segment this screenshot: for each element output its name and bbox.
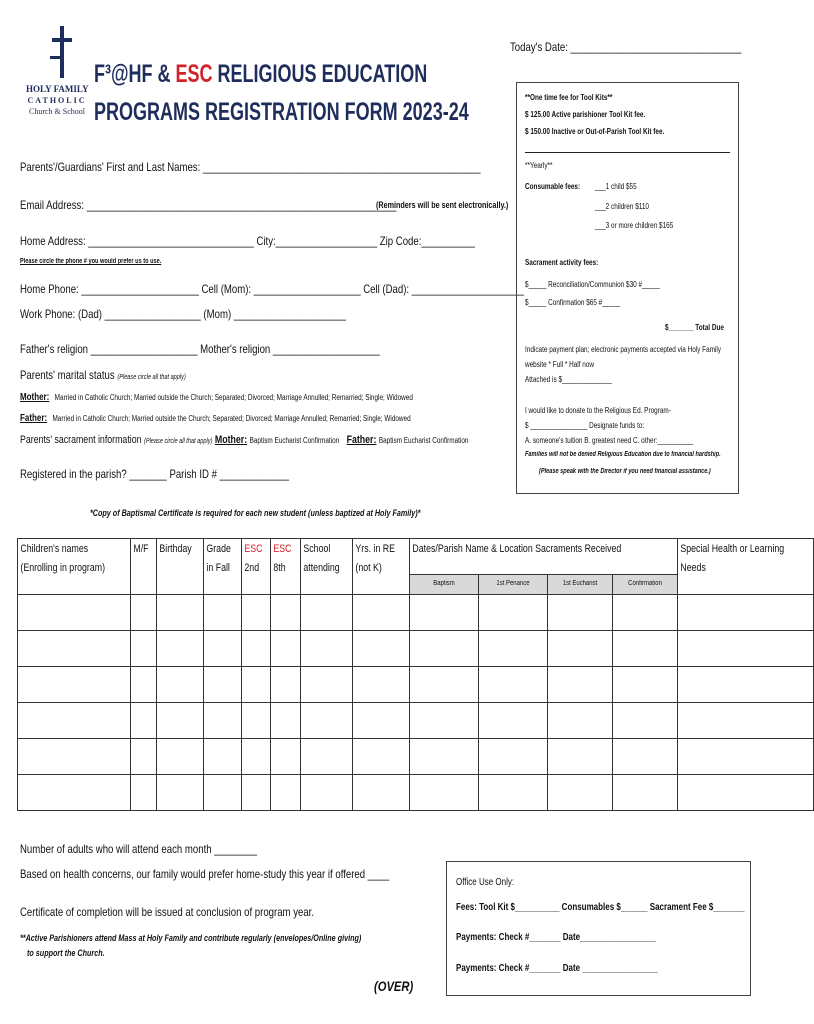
work-phone-field[interactable]: Work Phone: (Dad) __________________ (Mom) _____________________ [20, 307, 346, 321]
cell[interactable] [547, 667, 612, 703]
office-payments-line-2[interactable]: Payments: Check #_______ Date _________________ [456, 963, 658, 974]
cell[interactable] [130, 595, 156, 631]
cell[interactable] [204, 703, 242, 739]
parents-names-field[interactable]: Parents'/Guardians' First and Last Names: ____________________________________________________ [20, 160, 481, 174]
cell[interactable] [271, 775, 301, 811]
consumable-option-2[interactable]: ___2 children $110 [595, 202, 649, 211]
reconciliation-fee[interactable]: $_____ Reconciliation/Communion $30 #_____ [525, 280, 660, 289]
table-row[interactable] [18, 739, 814, 775]
office-fees-line[interactable]: Fees: Tool Kit $__________ Consumables $______ Sacrament Fee $_______ [456, 902, 745, 913]
consumable-option-3[interactable]: ___3 or more children $165 [595, 221, 674, 230]
sub-baptism-text: Baptism [432, 580, 455, 587]
header-school-2: attending [303, 562, 340, 574]
cell[interactable] [130, 775, 156, 811]
sub-confirmation-text: Confirmation [627, 580, 662, 587]
cell[interactable] [241, 703, 271, 739]
mother-marital-row[interactable] [20, 392, 413, 403]
adults-attend-field[interactable]: Number of adults who will attend each month ________ [20, 842, 257, 856]
office-title: Office Use Only: [456, 877, 515, 888]
inactive-fee: $ 150.00 Inactive or Out-of-Parish Tool Kit fee. [525, 127, 665, 136]
home-study-field[interactable]: Based on health concerns, our family would prefer home-study this year if offered ____ [20, 867, 390, 881]
payment-plan-line-3[interactable]: Attached is $______________ [525, 375, 612, 384]
mother-label: Mother: [20, 392, 50, 403]
cell[interactable] [300, 595, 352, 631]
mother-options[interactable]: Married in Catholic Church; Married outside the Church; Separated; Divorced; Marriage Annulled; Remarried; Single; Widowed [54, 393, 413, 402]
cell[interactable] [300, 631, 352, 667]
header-mf-text: M/F [133, 543, 149, 555]
certificate-note: Certificate of completion will be issued at conclusion of program year. [20, 905, 315, 919]
sub-confirmation [612, 575, 677, 595]
cell[interactable] [353, 739, 410, 775]
cell[interactable] [677, 595, 814, 631]
sub-eucharist [547, 575, 612, 595]
active-parishioners-note-1: **Active Parishioners attend Mass at Holy Family and contribute regularly (envelopes/Online giving) [20, 933, 362, 943]
header-mf [130, 539, 156, 595]
office-use-box [446, 861, 751, 996]
cell[interactable] [353, 667, 410, 703]
cell[interactable] [612, 703, 677, 739]
cell[interactable] [241, 739, 271, 775]
office-payments-line-1[interactable]: Payments: Check #_______ Date_________________ [456, 932, 656, 943]
cell[interactable] [271, 703, 301, 739]
cell[interactable] [300, 667, 352, 703]
children-table [17, 538, 814, 811]
cell[interactable] [271, 595, 301, 631]
payment-plan-line-2[interactable]: website * Full * Half now [525, 360, 595, 369]
father-options[interactable]: Married in Catholic Church; Married outside the Church; Separated; Divorced; Marriage Annulled; Remarried; Single; Widowed [52, 414, 411, 423]
cell[interactable] [241, 775, 271, 811]
cell[interactable] [204, 667, 242, 703]
cell[interactable] [612, 595, 677, 631]
cell[interactable] [353, 595, 410, 631]
cell[interactable] [478, 775, 547, 811]
cell[interactable] [547, 595, 612, 631]
table-header-row [18, 539, 814, 575]
cell[interactable] [409, 739, 478, 775]
title-rest: RELIGIOUS EDUCATION [212, 60, 428, 88]
cell[interactable] [612, 631, 677, 667]
father-marital-row[interactable] [20, 413, 411, 424]
cell[interactable] [612, 739, 677, 775]
donate-line-3[interactable]: A. someone's tuition B. greatest need C. other:__________ [525, 436, 694, 445]
cell[interactable] [409, 703, 478, 739]
over-note: (OVER) [374, 978, 414, 994]
table-row[interactable] [18, 775, 814, 811]
cell[interactable] [241, 667, 271, 703]
cell[interactable] [478, 667, 547, 703]
cell[interactable] [409, 775, 478, 811]
table-row[interactable] [18, 631, 814, 667]
hardship-line-1: Families will not be denied Religious Education due to financial hardship. [525, 451, 721, 458]
header-children-2: (Enrolling in program) [20, 562, 106, 574]
cell[interactable] [478, 595, 547, 631]
sac-mother-label: Mother: [214, 434, 248, 446]
cross-bar [52, 38, 72, 42]
hardship-line-2: (Please speak with the Director if you need financial assistance.) [539, 468, 711, 475]
cell[interactable] [130, 739, 156, 775]
cell[interactable] [271, 739, 301, 775]
cell[interactable] [156, 739, 203, 775]
title-esc: ESC [175, 60, 213, 88]
header-special-1: Special Health or Learning [680, 543, 784, 555]
header-esc2-2: 2nd [244, 562, 259, 574]
cell[interactable] [18, 775, 131, 811]
marital-note: (Please circle all that apply) [117, 374, 186, 381]
table-row[interactable] [18, 703, 814, 739]
cell[interactable] [353, 631, 410, 667]
header-children [18, 539, 131, 595]
cell[interactable] [18, 739, 131, 775]
page-title-line-2: PROGRAMS REGISTRATION FORM 2023-24 [94, 98, 469, 126]
cell[interactable] [612, 667, 677, 703]
cell[interactable] [18, 631, 131, 667]
cell[interactable] [204, 775, 242, 811]
header-school-1: School [303, 543, 331, 555]
cell[interactable] [547, 631, 612, 667]
header-school [300, 539, 352, 595]
page-title [94, 60, 427, 89]
marital-label: Parents' marital status [20, 368, 115, 382]
cell[interactable] [677, 667, 814, 703]
cross-flag [50, 56, 60, 59]
cell[interactable] [271, 631, 301, 667]
cell[interactable] [204, 595, 242, 631]
header-special-2: Needs [680, 562, 706, 574]
header-yrs [353, 539, 410, 595]
yearly-title: **Yearly** [525, 161, 553, 170]
cell[interactable] [156, 595, 203, 631]
sacrament-note: (Please circle all that apply) [143, 438, 213, 445]
header-yrs-1: Yrs. in RE [355, 543, 396, 555]
cell[interactable] [677, 631, 814, 667]
header-children-1: Children's names [20, 543, 89, 555]
header-esc8-2: 8th [273, 562, 286, 574]
registered-field[interactable]: Registered in the parish? _______ Parish ID # _____________ [20, 467, 289, 481]
cell[interactable] [130, 631, 156, 667]
cell[interactable] [156, 667, 203, 703]
cell[interactable] [677, 703, 814, 739]
total-due[interactable]: $_______ Total Due [665, 323, 724, 332]
cell[interactable] [612, 775, 677, 811]
cell[interactable] [353, 703, 410, 739]
sacrament-activity-title: Sacrament activity fees: [525, 258, 599, 267]
home-address-field[interactable]: Home Address: _______________________________ City:___________________ Zip Code:__________ [20, 234, 475, 248]
phone-note: Please circle the phone # you would prefer us to use. [20, 258, 162, 265]
cell[interactable] [18, 667, 131, 703]
email-field[interactable]: Email Address: __________________________________________________________ [20, 198, 397, 212]
donate-line-1: I would like to donate to the Religious Ed. Program- [525, 406, 671, 415]
fees-box [516, 82, 739, 494]
cell[interactable] [156, 775, 203, 811]
cell[interactable] [300, 775, 352, 811]
active-parishioners-note-2: to support the Church. [27, 948, 105, 958]
cell[interactable] [478, 739, 547, 775]
cell[interactable] [204, 631, 242, 667]
cell[interactable] [353, 775, 410, 811]
cell[interactable] [241, 631, 271, 667]
logo-line-1: HOLY FAMILY [26, 84, 89, 94]
cell[interactable] [478, 631, 547, 667]
header-grade [204, 539, 242, 595]
email-note: (Reminders will be sent electronically.) [376, 200, 509, 210]
todays-date-field[interactable]: Today's Date: ________________________________ [510, 40, 742, 54]
active-fee: $ 125.00 Active parishioner Tool Kit fee. [525, 110, 646, 119]
donate-line-2[interactable]: $ ________________ Designate funds to: [525, 421, 645, 430]
cell[interactable] [547, 703, 612, 739]
sub-eucharist-text: 1st Eucharist [562, 580, 597, 587]
sub-baptism [409, 575, 478, 595]
table-row[interactable] [18, 595, 814, 631]
marital-status-row [20, 368, 186, 382]
logo-line-2: CATHOLIC [27, 96, 87, 105]
one-time-title: **One time fee for Tool Kits** [525, 93, 613, 102]
cell[interactable] [300, 739, 352, 775]
confirmation-fee[interactable]: $_____ Confirmation $65 #_____ [525, 298, 621, 307]
payment-plan-line-1: Indicate payment plan; electronic payments accepted via Holy Family [525, 345, 722, 354]
cell[interactable] [156, 631, 203, 667]
cell[interactable] [130, 667, 156, 703]
consumable-option-1[interactable]: ___1 child $55 [595, 182, 637, 191]
header-birthday-text: Birthday [159, 543, 192, 555]
divider [525, 152, 730, 153]
header-grade-2: in Fall [206, 562, 230, 574]
cell[interactable] [478, 703, 547, 739]
cell[interactable] [409, 631, 478, 667]
cell[interactable] [204, 739, 242, 775]
logo-line-3: Church & School [29, 107, 85, 116]
cell[interactable] [241, 595, 271, 631]
header-birthday [156, 539, 203, 595]
holy-family-logo [26, 26, 88, 122]
header-esc8-1: ESC [273, 543, 292, 555]
header-yrs-2: (not K) [355, 562, 382, 574]
sacrament-label: Parents' sacrament information [20, 434, 142, 446]
cell[interactable] [271, 667, 301, 703]
cross-icon [60, 26, 64, 78]
religion-field[interactable]: Father's religion ____________________ Mother's religion ____________________ [20, 342, 380, 356]
cell[interactable] [677, 739, 814, 775]
cell[interactable] [130, 703, 156, 739]
table-row[interactable] [18, 667, 814, 703]
header-esc-8th [271, 539, 301, 595]
header-grade-1: Grade [206, 543, 231, 555]
father-label: Father: [20, 413, 48, 424]
consumable-label: Consumable fees: [525, 182, 581, 191]
sac-mother-options[interactable]: Baptism Eucharist Confirmation [249, 436, 340, 445]
title-prefix: F³@HF & [94, 60, 176, 88]
header-sacraments-text: Dates/Parish Name & Location Sacraments Received [412, 543, 621, 555]
cell[interactable] [18, 703, 131, 739]
cell[interactable] [547, 739, 612, 775]
sub-penance-text: 1st Penance [496, 580, 530, 587]
sac-father-label: Father: [346, 434, 377, 446]
cell[interactable] [409, 667, 478, 703]
header-special [677, 539, 814, 595]
cell[interactable] [18, 595, 131, 631]
cell[interactable] [677, 775, 814, 811]
cell[interactable] [300, 703, 352, 739]
header-esc2-1: ESC [244, 543, 263, 555]
sac-father-options[interactable]: Baptism Eucharist Confirmation [378, 436, 469, 445]
sacrament-info-row [20, 434, 468, 446]
header-esc-2nd [241, 539, 271, 595]
cell[interactable] [156, 703, 203, 739]
cell[interactable] [547, 775, 612, 811]
baptismal-note: *Copy of Baptismal Certificate is required for each new student (unless baptized at Holy Family)* [90, 508, 421, 518]
cell[interactable] [409, 595, 478, 631]
sub-penance [478, 575, 547, 595]
header-sacraments [409, 539, 677, 575]
home-phone-field[interactable]: Home Phone: ______________________ Cell (Mom): ____________________ Cell (Dad): _____________________ [20, 282, 524, 296]
